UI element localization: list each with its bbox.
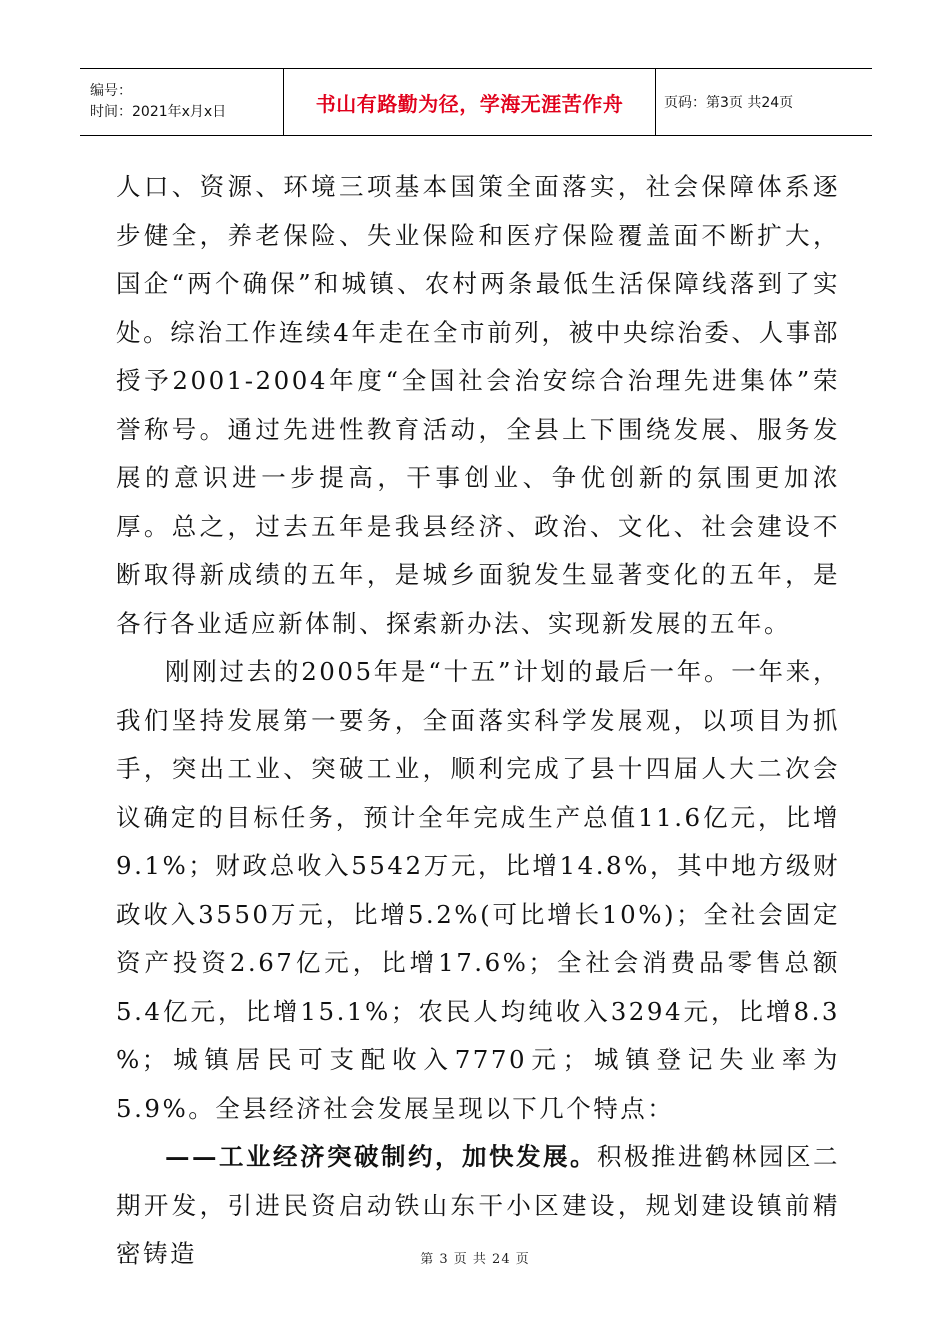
page-footer: 第 3 页 共 24 页 [420,1252,530,1267]
header-page-cell [656,69,872,135]
page-header [80,68,872,136]
header-meta [80,69,284,135]
header-date-label: 时间：2021年x月x日 [90,104,227,120]
header-number-label: 编号： [90,83,132,99]
header-motto: 书山有路勤为径，学海无涯苦作舟 [315,91,624,116]
document-body [116,163,840,1279]
section-lead-heading: ——工业经济突破制约，加快发展。 [165,1142,597,1171]
header-motto-cell [284,69,656,135]
section-lead-text: 积极推进鹤林园区二期开发，引进民资启动铁山东干小区建设，规划建设镇前精密铸造 [116,1142,840,1268]
body-paragraph-1: 人口、资源、环境三项基本国策全面落实，社会保障体系逐步健全，养老保险、失业保险和医疗保险覆盖面不断扩大，国企“两个确保”和城镇、农村两条最低生活保障线落到了实处。综治工作连续4年走在全市前列，被中央综治委、人事部授予2001-2004年度“全国社会治安综合治理先进集体”荣誉称号。通过先进性教育活动，全县上下围绕发展、服务发展的意识进一步提高，干事创业、争优创新的氛围更加浓厚。总之，过去五年是我县经济、政治、文化、社会建设不断取得新成绩的五年，是城乡面貌发生显著变化的五年，是各行各业适应新体制、探索新办法、实现新发展的五年。 [116,172,840,638]
header-page-label: 页码：第3页 共24页 [664,95,794,111]
body-paragraph-2: 刚刚过去的2005年是“十五”计划的最后一年。一年来，我们坚持发展第一要务，全面落实科学发展观，以项目为抓手，突出工业、突破工业，顺利完成了县十四届人大二次会议确定的目标任务，预计全年完成生产总值11.6亿元，比增9.1%；财政总收入5542万元，比增14.8%，其中地方级财政收入3550万元，比增5.2%(可比增长10%)；全社会固定资产投资2.67亿元，比增17.6%；全社会消费品零售总额5.4亿元，比增15.1%；农民人均纯收入3294元，比增8.3 %；城镇居民可支配收入7770元；城镇登记失业率为5.9%。全县经济社会发展呈现以下几个特点： [116,657,840,1123]
